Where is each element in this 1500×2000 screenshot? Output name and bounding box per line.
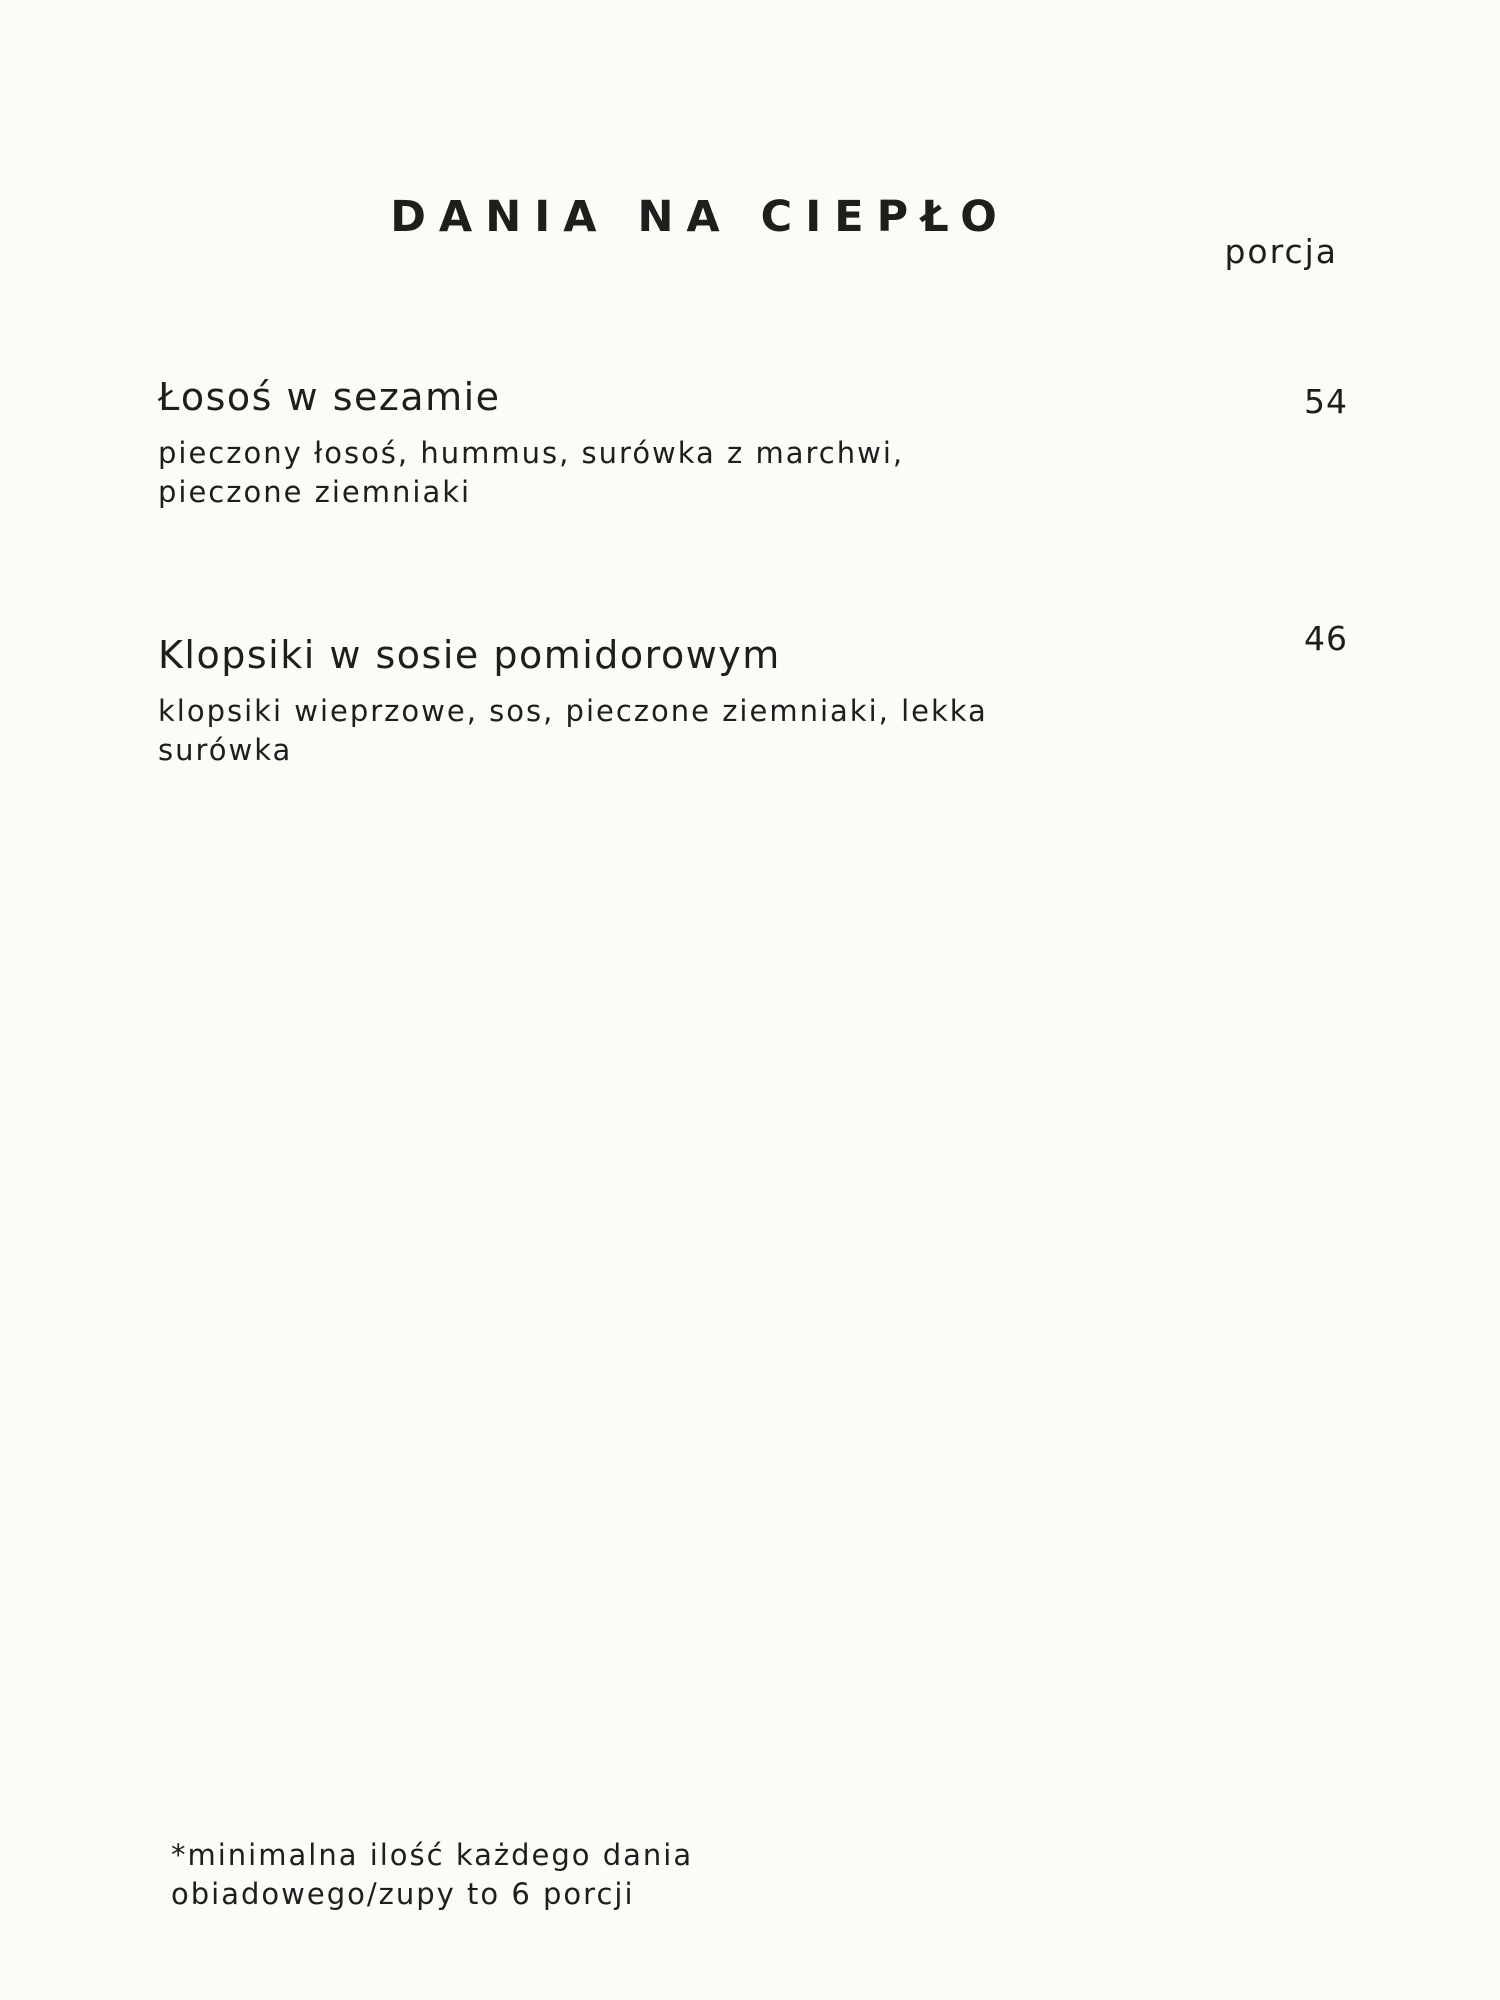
menu-item-price: 46	[1304, 619, 1348, 658]
portion-column-header: porcja	[1224, 232, 1338, 271]
menu-item-name: Klopsiki w sosie pomidorowym	[158, 633, 781, 677]
page-title: DANIA NA CIEPŁO	[390, 192, 1010, 242]
menu-item	[158, 374, 1358, 512]
menu-item-description: klopsiki wieprzowe, sos, pieczone ziemniaki, lekka surówka	[158, 693, 988, 767]
menu-item-price: 54	[1304, 382, 1348, 421]
menu-item	[158, 632, 1358, 770]
footnote: *minimalna ilość każdego dania obiadowego/zupy to 6 porcji	[171, 1838, 694, 1912]
menu-item-description: pieczony łosoś, hummus, surówka z marchwi, pieczone ziemniaki	[158, 435, 905, 509]
menu-item-name: Łosoś w sezamie	[158, 375, 501, 419]
